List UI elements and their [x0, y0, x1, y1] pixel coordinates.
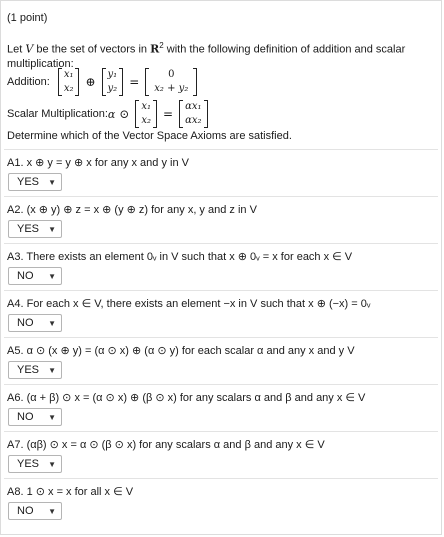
- caret-down-icon: ▼: [48, 318, 56, 328]
- odot-symbol: ⊙: [119, 107, 130, 121]
- divider: [4, 337, 438, 338]
- axiom-answer-select[interactable]: NO ▼: [8, 502, 62, 520]
- axiom-question: A2. (x ⊕ y) ⊕ z = x ⊕ (y ⊕ z) for any x, y and z in V: [7, 204, 257, 216]
- axiom-question: A3. There exists an element 0ᵥ in V such that x ⊕ 0ᵥ = x for each x ∈ V: [7, 251, 353, 263]
- axiom-answer-select[interactable]: YES ▼: [8, 361, 62, 379]
- oplus-symbol: ⊕: [85, 75, 96, 89]
- axiom-answer-select[interactable]: YES ▼: [8, 455, 62, 473]
- axiom-answer-select[interactable]: YES ▼: [8, 220, 62, 238]
- axiom-answer-select[interactable]: NO ▼: [8, 314, 62, 332]
- divider: [4, 196, 438, 197]
- caret-down-icon: ▼: [48, 271, 56, 281]
- caret-down-icon: ▼: [48, 412, 56, 422]
- vector-x-scalar: x₁ x₂: [135, 100, 157, 128]
- caret-down-icon: ▼: [48, 459, 56, 469]
- caret-down-icon: ▼: [48, 177, 56, 187]
- axiom-question: A5. α ⊙ (x ⊕ y) = (α ⊙ x) ⊕ (α ⊙ y) for each scalar α and any x and y V: [7, 345, 355, 357]
- caret-down-icon: ▼: [48, 365, 56, 375]
- axiom-question: A8. 1 ⊙ x = x for all x ∈ V: [7, 486, 134, 498]
- scalar-definition: Scalar Multiplication: α ⊙ x₁ x₂ = αx₁ αx₂: [7, 100, 210, 128]
- axiom-question: A6. (α + β) ⊙ x = (α ⊙ x) ⊕ (β ⊙ x) for any scalars α and β and any x ∈ V: [7, 392, 366, 404]
- divider: [4, 149, 438, 150]
- axiom-answer-select[interactable]: NO ▼: [8, 408, 62, 426]
- axiom-question: A1. x ⊕ y = y ⊕ x for any x and y in V: [7, 157, 189, 169]
- equals-symbol: =: [163, 107, 174, 121]
- axiom-question: A4. For each x ∈ V, there exists an element −x in V such that x ⊕ (−x) = 0ᵥ: [7, 298, 371, 310]
- addition-label: Addition:: [7, 76, 50, 88]
- problem-statement: Let V be the set of vectors in $R^2$ with the following definition of addition and scalar multiplication:: [7, 41, 406, 70]
- axiom-answer-select[interactable]: NO ▼: [8, 267, 62, 285]
- divider: [4, 478, 438, 479]
- set-symbol: V: [25, 42, 34, 56]
- addition-definition: [7, 68, 199, 96]
- divider: [4, 431, 438, 432]
- vector-y: y₁ y₂: [102, 68, 124, 96]
- points-label: (1 point): [7, 12, 48, 24]
- equals-symbol: =: [129, 75, 140, 89]
- divider: [4, 384, 438, 385]
- vector-product: αx₁ αx₂: [179, 100, 207, 128]
- vector-sum: 0 x₂ + y₂: [145, 68, 197, 96]
- instruction-text: Determine which of the Vector Space Axioms are satisfied.: [7, 130, 292, 142]
- caret-down-icon: ▼: [48, 224, 56, 234]
- scalar-label: Scalar Multiplication:: [7, 108, 108, 120]
- axiom-question: A7. (αβ) ⊙ x = α ⊙ (β ⊙ x) for any scalars α and β and any x ∈ V: [7, 439, 325, 451]
- divider: [4, 243, 438, 244]
- real-space-symbol: R: [150, 42, 160, 56]
- caret-down-icon: ▼: [48, 506, 56, 516]
- axiom-answer-select[interactable]: YES ▼: [8, 173, 62, 191]
- divider: [4, 290, 438, 291]
- vector-x: x₁ x₂: [58, 68, 80, 96]
